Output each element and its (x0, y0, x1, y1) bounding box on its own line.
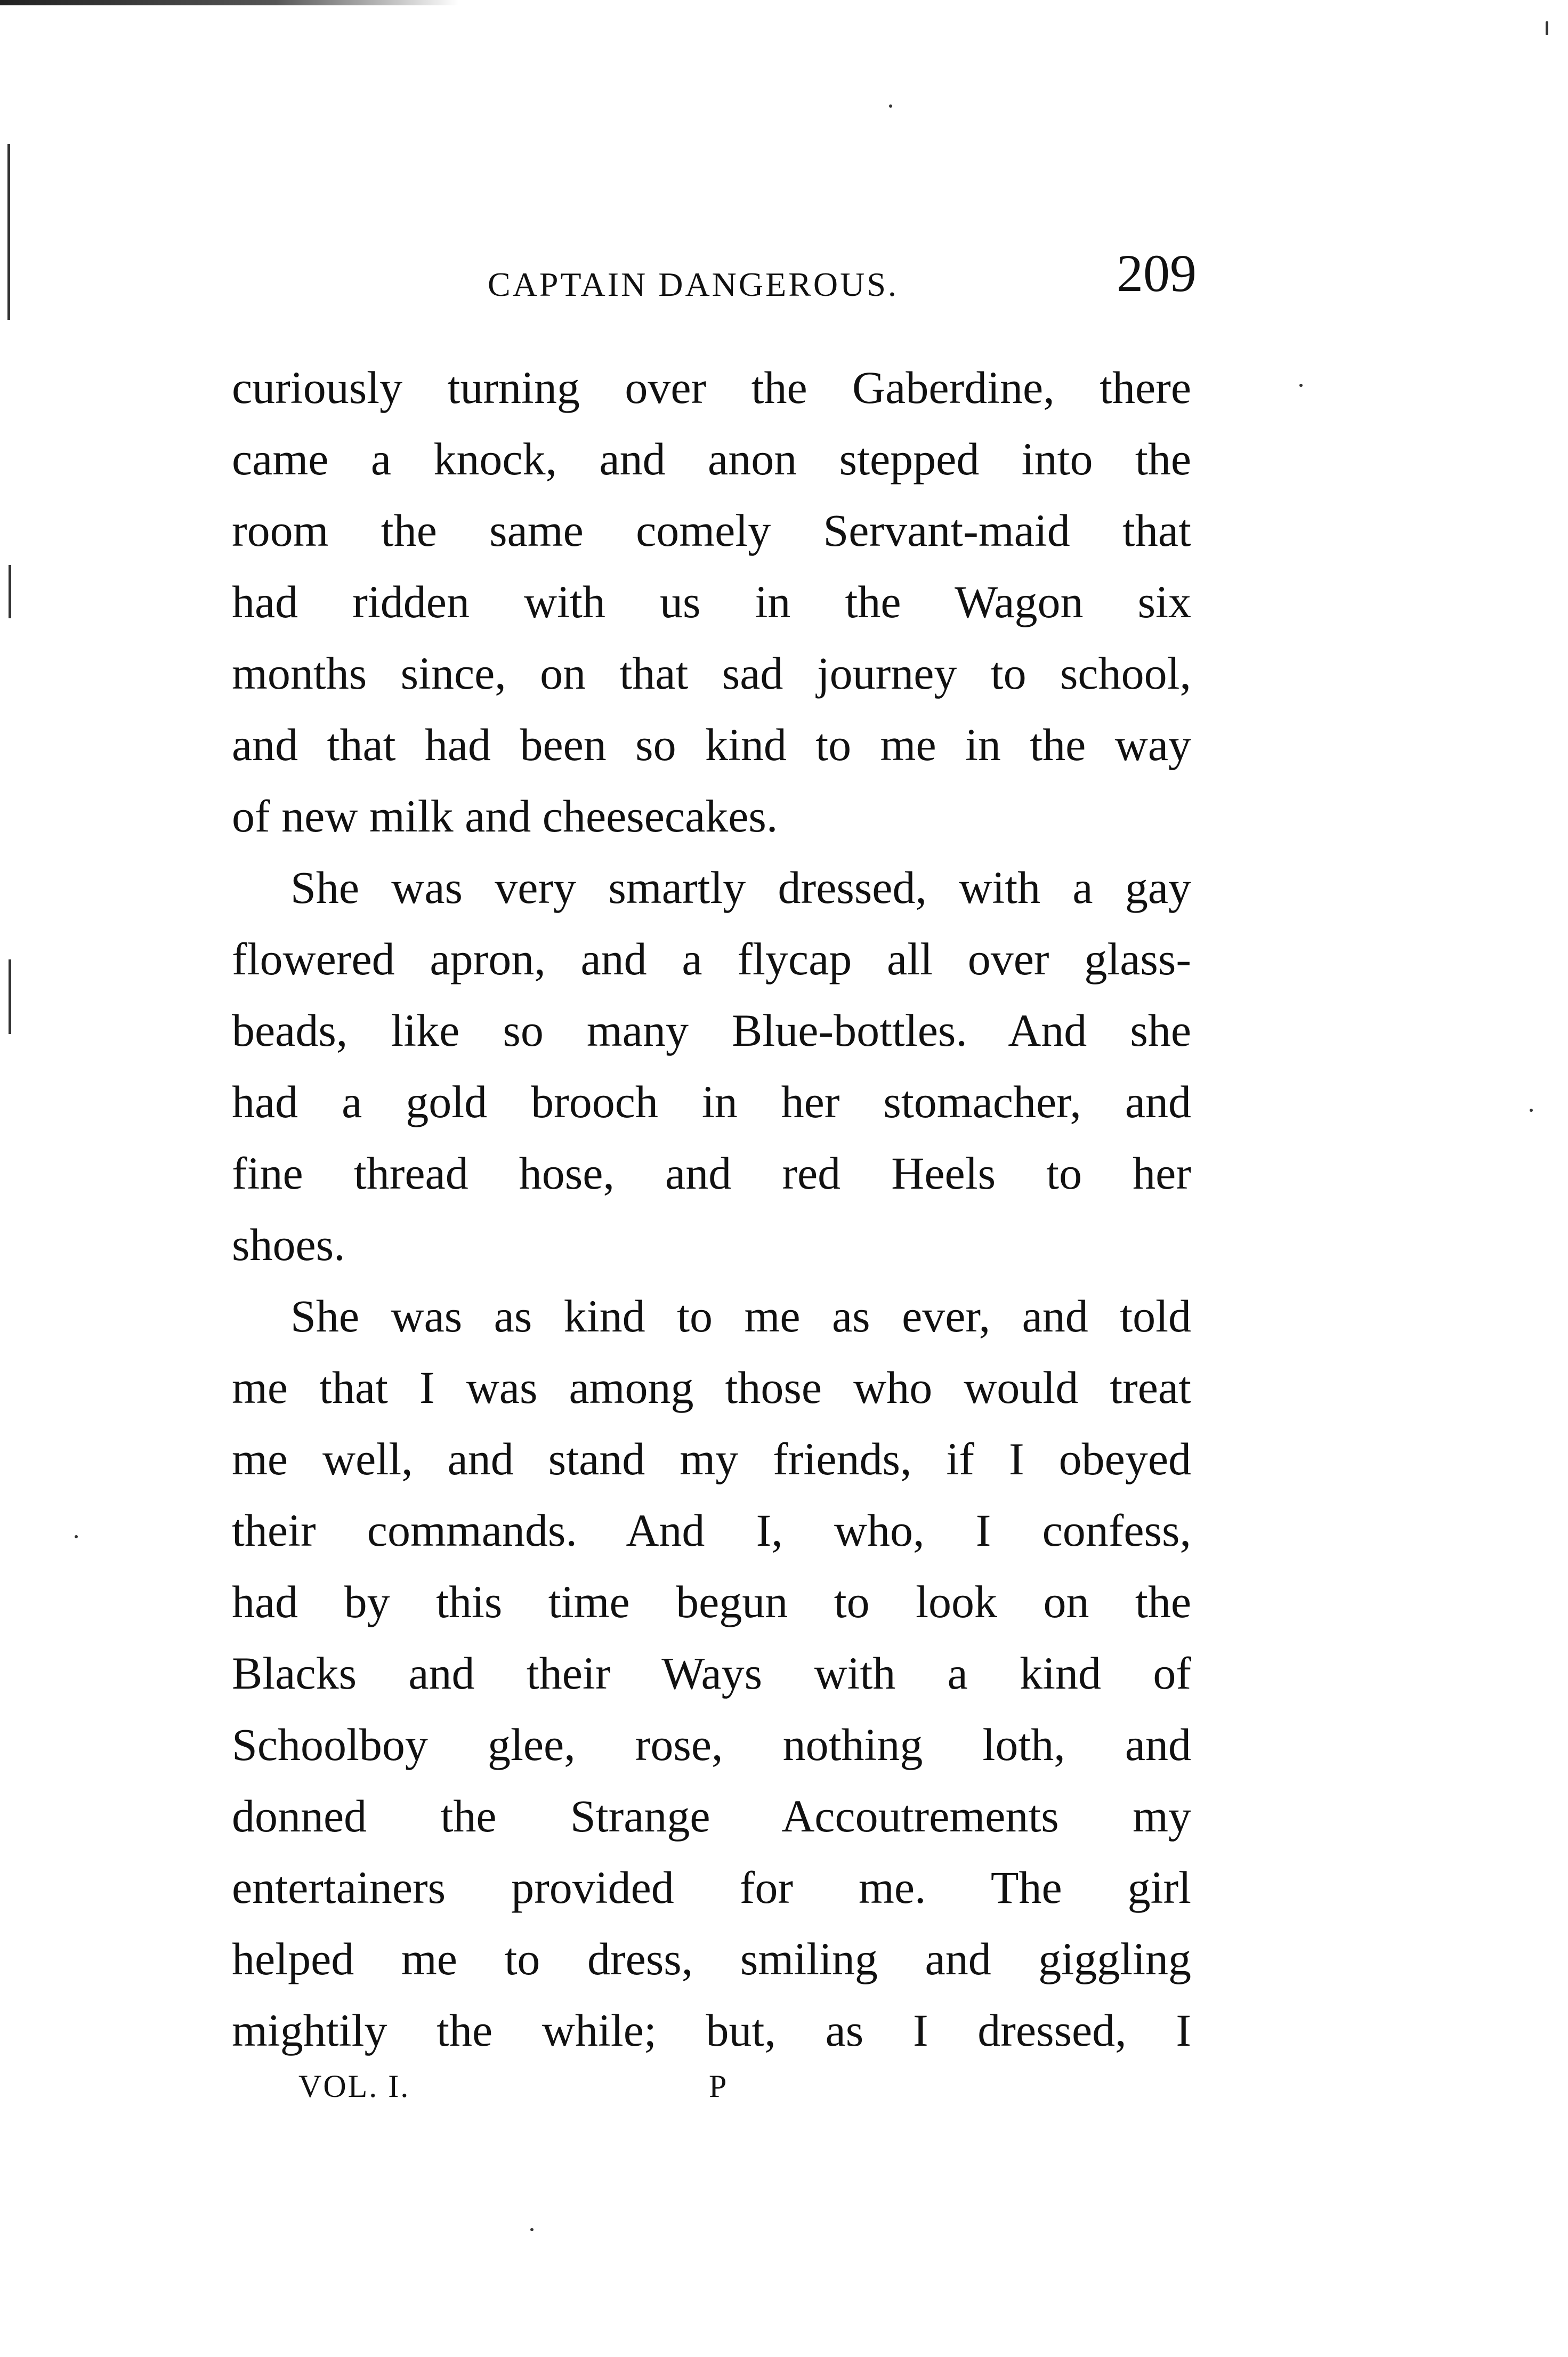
scan-speck (530, 2228, 534, 2231)
text-line: of new milk and cheesecakes. (232, 790, 778, 842)
text-line: helped me to dress, smiling and giggling (232, 1933, 1191, 1984)
scan-speck (1299, 384, 1303, 387)
text-line: She was very smartly dressed, with a gay (290, 862, 1191, 913)
signature-mark: P (709, 2069, 729, 2104)
paragraph-1 (232, 352, 1191, 852)
text-line: shoes. (232, 1219, 345, 1270)
text-line: me that I was among those who would treat (232, 1362, 1191, 1413)
paragraph-3 (232, 1280, 1191, 2066)
text-line: had by this time begun to look on the (232, 1576, 1191, 1627)
text-line: flowered apron, and a flycap all over glass- (232, 933, 1191, 984)
text-line: Schoolboy glee, rose, nothing loth, and (232, 1719, 1191, 1770)
text-line: had a gold brooch in her stomacher, and (232, 1076, 1191, 1127)
scan-speck (889, 104, 892, 108)
scan-edge-left-mark (9, 565, 11, 618)
text-line: came a knock, and anon stepped into the (232, 433, 1191, 485)
text-line: room the same comely Servant-maid that (232, 505, 1191, 556)
scan-edge-top (0, 0, 458, 5)
page-footer (298, 2068, 778, 2116)
text-line: curiously turning over the Gaberdine, there (232, 362, 1191, 413)
text-line: fine thread hose, and red Heels to her (232, 1148, 1191, 1199)
text-line: Blacks and their Ways with a kind of (232, 1648, 1191, 1699)
running-title: CAPTAIN DANGEROUS. (488, 265, 899, 303)
page-header (488, 243, 1197, 322)
text-line: me well, and stand my friends, if I obeyed (232, 1433, 1191, 1484)
text-line: and that had been so kind to me in the way (232, 719, 1191, 770)
scan-edge-left-mark-2 (9, 959, 11, 1034)
scan-speck (1546, 21, 1548, 35)
paragraph-2 (232, 852, 1191, 1280)
scan-speck (75, 1535, 78, 1538)
text-line: had ridden with us in the Wagon six (232, 576, 1191, 627)
page-number: 209 (1117, 244, 1197, 303)
body-text (232, 352, 1191, 2066)
text-line: donned the Strange Accoutrements my (232, 1790, 1191, 1842)
scan-speck (1530, 1109, 1533, 1112)
scan-edge-left (7, 144, 10, 320)
text-line: months since, on that sad journey to school, (232, 648, 1191, 699)
text-line: beads, like so many Blue-bottles. And she (232, 1005, 1191, 1056)
text-line: entertainers provided for me. The girl (232, 1862, 1191, 1913)
text-line: She was as kind to me as ever, and told (290, 1290, 1191, 1342)
text-line: mightily the while; but, as I dressed, I (232, 2005, 1191, 2056)
text-line: their commands. And I, who, I confess, (232, 1505, 1191, 1556)
volume-label: VOL. I. (298, 2069, 410, 2104)
